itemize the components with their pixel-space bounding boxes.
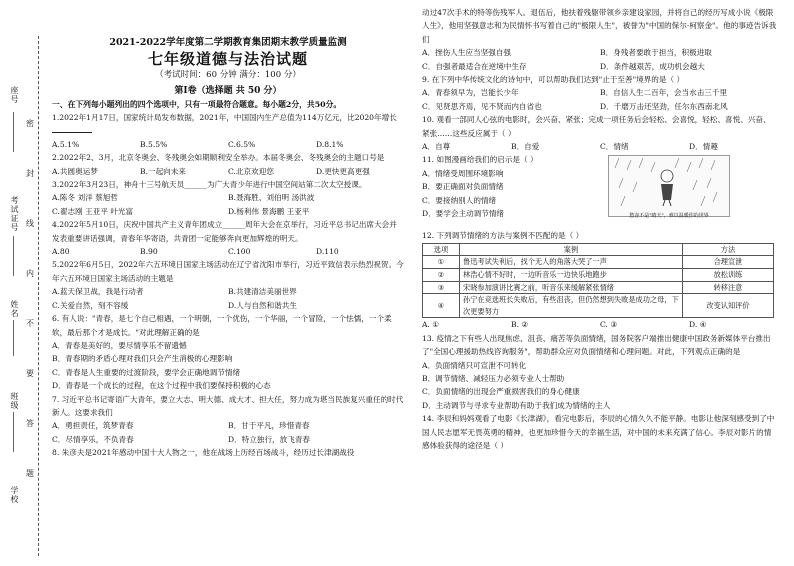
table-header: 选项 bbox=[423, 243, 460, 256]
question-stem: 8. 朱彦夫是2021年感动中国十大人物之一，他在战场上历经百场战斗，经历过长津湖战役 bbox=[52, 448, 355, 458]
option: D．主动调节与寻求专业帮助有助于我们成为情绪的主人 bbox=[422, 400, 611, 410]
question-4 bbox=[52, 218, 404, 258]
table-row bbox=[423, 269, 774, 282]
seal-mark: 密 bbox=[26, 119, 34, 128]
cartoon-caption: 愁容不是"晴天"，难以温暖你的世界 bbox=[629, 212, 709, 219]
table-cell: ③ bbox=[423, 281, 460, 294]
section-instruction: 一、在下列每小题列出的四个选项中，只有一项最符合题意。每小题2分，共50分。 bbox=[52, 100, 342, 109]
question-stem: 7. 习近平总书记寄语广大青年，要立大志、明大德、成大才、担大任，努力成为堪当民族复兴重任的时代新人。这要求我们 bbox=[52, 394, 404, 417]
option: A.陈冬 刘洋 蔡旭哲 bbox=[52, 193, 118, 203]
question-options bbox=[52, 165, 404, 178]
question-options bbox=[52, 339, 404, 393]
seal-mark: 内 bbox=[26, 269, 34, 278]
option: A．情绪受周围环境影响 bbox=[422, 168, 504, 178]
option: C.100 bbox=[228, 247, 251, 257]
question-1 bbox=[52, 111, 404, 151]
option: A．青春须早为，岂能长少年 bbox=[422, 88, 519, 98]
option: A．挫伤人生应当坚强自强 bbox=[422, 48, 512, 58]
question-stem: 9. 在下列中华传统文化的诗句中，可以帮助我们达到"止于至善"境界的是（ ） bbox=[422, 75, 685, 85]
question-options bbox=[422, 86, 778, 113]
question-stem: 2.2022年2、3月，北京冬奥会、冬残奥会如期顺利安全举办。本届冬奥会、冬残奥会的主题口号是 bbox=[52, 153, 385, 163]
exam-subject: 七年级道德与法治试题 bbox=[147, 50, 308, 68]
table-cell: 林浩心情不好时，一边听音乐一边快乐地跑步 bbox=[460, 269, 683, 282]
seal-mark: 答 bbox=[26, 419, 34, 428]
option: B.90 bbox=[140, 247, 158, 257]
table-row bbox=[423, 256, 774, 269]
option: D.110 bbox=[316, 247, 339, 257]
question-stem: 12. 下列调节情绪的方法与案例不匹配的是（ ） bbox=[422, 231, 584, 241]
question-8-continued: 动过47次手术的特等伤残军人。退伍后，他扶着残躯带领乡亲建设家园，并将自己的经历写成小说《极限人生》，他用坚强意志和为民情怀书写着自己的"极限人生"，被誉为"中国的保尔·柯察金"。他的事迹告诉我们 bbox=[422, 8, 777, 44]
option: B．身残者要敢于担当，积极进取 bbox=[600, 48, 712, 58]
option: A．青春是美好的，要尽情享乐不留遗憾 bbox=[52, 340, 187, 350]
exam-title: 2021-2022学年度第二学期教育集团期末教学质量监测 bbox=[109, 37, 347, 48]
option: A.80 bbox=[52, 247, 70, 257]
question-11 bbox=[422, 153, 778, 229]
table-cell: ② bbox=[423, 269, 460, 282]
option: B．甘于平凡，珍惜青春 bbox=[228, 421, 310, 431]
methods-table bbox=[422, 243, 774, 319]
option: B.聂海胜、刘伯明 汤洪波 bbox=[228, 193, 315, 203]
seal-mark: 要 bbox=[26, 369, 34, 378]
option: A.蓝天保卫战，我是行动者 bbox=[52, 287, 144, 297]
question-10 bbox=[422, 113, 778, 153]
option: B.一起向未来 bbox=[140, 166, 186, 176]
option: B．自爱 bbox=[511, 142, 540, 152]
table-cell: 转移注意 bbox=[683, 281, 774, 294]
left-column bbox=[52, 0, 404, 566]
binding-label-school: 学校 bbox=[10, 486, 19, 504]
binding-field bbox=[13, 236, 14, 276]
binding-field bbox=[13, 320, 14, 356]
question-list-left bbox=[52, 111, 404, 460]
table-cell: 宋晓参加演讲比赛之前，听音乐来缓解紧张情绪 bbox=[460, 281, 683, 294]
option: C．自强者最适合在逆境中生存 bbox=[422, 61, 527, 71]
question-stem: 6. 有人说："青春，是七个自己相遇，一个明朝，一个优伤，一个华丽，一个冒险，一个怯懦，一个柔软，最后那个才是成长。"对此理解正确的是 bbox=[52, 314, 392, 337]
option: C.北京欢迎您 bbox=[228, 166, 274, 176]
question-9 bbox=[422, 73, 778, 113]
table-header: 案例 bbox=[460, 243, 683, 256]
question-8 bbox=[52, 446, 404, 459]
question-options bbox=[52, 419, 404, 446]
binding-label-class: 班级 bbox=[10, 392, 19, 410]
question-options bbox=[52, 138, 404, 151]
question-stem: 4.2022年5月10日，庆祝中国共产主义青年团成立______周年大会在京举行，习近平总书记出席大会并发表重要讲话强调，青春年华寄语，共青团一定能够奔向更加辉煌的明天。 bbox=[52, 220, 397, 243]
table-cell: 鲁迅考试失利后，找个无人的角落大哭了一声 bbox=[460, 256, 683, 269]
question-list-right bbox=[422, 73, 778, 153]
question-13 bbox=[422, 332, 778, 412]
question-3 bbox=[52, 178, 404, 218]
option: B.共建清洁美丽世界 bbox=[228, 287, 297, 297]
option: C．情绪 bbox=[600, 142, 629, 152]
question-options bbox=[52, 285, 404, 312]
option: D．特立独行，放飞青春 bbox=[228, 434, 311, 444]
option: D.人与自然和谐共生 bbox=[228, 300, 297, 310]
question-5 bbox=[52, 258, 404, 312]
table-cell: 改变认知评价 bbox=[683, 294, 774, 318]
option: C．青春是人生重要的过渡阶段，要学会正确地调节情绪 bbox=[52, 367, 241, 377]
question-7 bbox=[52, 393, 404, 447]
binding-label-name: 姓名 bbox=[10, 300, 19, 318]
binding-strip bbox=[0, 0, 44, 566]
table-row bbox=[423, 294, 774, 318]
option: C．见贤思齐焉，见不贤而内自省也 bbox=[422, 101, 542, 111]
option: B.5.5% bbox=[140, 139, 168, 149]
option: D．条件越艰苦，成功机会越大 bbox=[600, 61, 705, 71]
option: C. ③ bbox=[600, 320, 618, 330]
methods-table-body bbox=[423, 256, 774, 318]
rain-cartoon-image bbox=[609, 156, 729, 208]
table-header: 方法 bbox=[683, 243, 774, 256]
option: C．尽情享乐，不负青春 bbox=[52, 434, 134, 444]
option: D.更快更高更强 bbox=[316, 166, 370, 176]
option: B．自信人生二百年，会当水击三千里 bbox=[600, 88, 728, 98]
seal-line bbox=[38, 36, 39, 556]
option: C．要接纳别人的情绪 bbox=[422, 195, 497, 205]
table-header-row bbox=[423, 243, 774, 256]
volume-heading: 第Ⅰ卷（选择题 共 50 分） bbox=[174, 86, 282, 96]
option: A．负面情绪只可宣泄不可转化 bbox=[422, 360, 527, 370]
option: C.关爱自然，刻不容缓 bbox=[52, 300, 129, 310]
table-cell: 放松训练 bbox=[683, 269, 774, 282]
answer-blank bbox=[52, 124, 92, 133]
question-14 bbox=[422, 412, 778, 452]
binding-field bbox=[13, 412, 14, 452]
table-cell: ④ bbox=[423, 294, 460, 318]
option: B．要正确面对负面情绪 bbox=[422, 182, 504, 192]
question-stem: 13. 疫情之下有些人出现焦虑、沮丧、痛苦等负面情绪，国务院客户端推出健康中国政务新媒体平台推出了"全国心理援助热线咨询服务"，帮助群众应对负面情绪和心理问题。对此，下列观点正确的是 bbox=[422, 333, 771, 357]
binding-label-id: 考试证号 bbox=[10, 196, 19, 232]
option: B．调节情绪、减轻压力必须专业人士帮助 bbox=[422, 374, 565, 384]
option: D．千磨万击还坚劲，任尔东西南北风 bbox=[600, 101, 728, 111]
table-cell: ① bbox=[423, 256, 460, 269]
question-stem: 11. 如图漫画给我们的启示是（ ） bbox=[422, 155, 538, 165]
question-stem: 5.2022年6月5日，2022年六五环境日国家主场活动在辽宁省沈阳市举行，习近平致信表示热烈祝贺。今年六五环境日国家主场活动的主题是 bbox=[52, 260, 404, 283]
option: D. ④ bbox=[689, 320, 707, 330]
question-12-options bbox=[422, 318, 778, 331]
question-6 bbox=[52, 312, 404, 392]
option: D．要学会主动调节情绪 bbox=[422, 209, 505, 219]
binding-label-seat: 座号 bbox=[10, 86, 19, 104]
seal-mark: 不 bbox=[26, 319, 34, 328]
option: A．勇担责任，筑梦青春 bbox=[52, 421, 134, 431]
question-2 bbox=[52, 151, 404, 178]
question-options bbox=[52, 191, 404, 218]
option: D.8.1% bbox=[316, 139, 344, 149]
option: A.5.1% bbox=[52, 139, 80, 149]
seal-mark: 题 bbox=[26, 469, 34, 478]
question-stem: 10. 观看一部同人心弦的电影时，会兴奋、紧张；完成一项任务后会轻松、会喜悦，轻松、喜悦、兴奋、紧张……这些反应属于（ ） bbox=[422, 115, 771, 138]
option: A. ① bbox=[422, 320, 440, 330]
table-cell: 合理宣泄 bbox=[683, 256, 774, 269]
option: A．自尊 bbox=[422, 142, 451, 152]
question-options bbox=[52, 245, 404, 258]
seal-mark: 封 bbox=[26, 169, 34, 178]
question-options bbox=[422, 140, 778, 153]
question-12 bbox=[422, 229, 778, 331]
question-stem: 3.2022年3月23日，神舟十三号航天员______为广大青少年进行中国空间站第二次太空授课。 bbox=[52, 180, 367, 190]
option: C.6.5% bbox=[228, 139, 256, 149]
option: A.共圆奥运梦 bbox=[52, 166, 98, 176]
question-stem: 14. 李辰和妈妈观看了电影《长津湖》，看完电影后，李辰的心情久久不能平静。电影让他深刻感受到了中国人民志愿军无畏英勇的精神，也更加珍惜今天的幸福生活，对中国的未来充满了信心。李辰对影片的情感体验获得的途径是（ ） bbox=[422, 414, 775, 451]
option: C．负面情绪的出现会严重损害我们的身心健康 bbox=[422, 387, 580, 397]
option: B. ② bbox=[511, 320, 529, 330]
option: D．情趣 bbox=[689, 142, 718, 152]
seal-mark: 线 bbox=[26, 219, 34, 228]
binding-field bbox=[13, 112, 14, 152]
option: D.杨利伟 景海鹏 王亚平 bbox=[228, 206, 310, 216]
cartoon-figure bbox=[608, 155, 730, 217]
option: D．青春是一个成长的过程，在这个过程中我们要保持积极的心态 bbox=[52, 381, 271, 391]
table-cell: 孙宁在竞选班长失败后，有些沮丧，但仍然想到失败是成功之母，下次更要努力 bbox=[460, 294, 683, 318]
table-row bbox=[423, 281, 774, 294]
right-column bbox=[422, 0, 778, 566]
question-8-options bbox=[422, 46, 778, 73]
option: C.翟志刚 王亚平 叶光富 bbox=[52, 206, 134, 216]
question-stem: 1.2022年1月17日，国家统计局发布数据，2021年，中国国内生产总值为114万亿元，比2020年增长 bbox=[52, 113, 397, 122]
option: B．青春期的矛盾心理对我们只会产生消极的心理影响 bbox=[52, 354, 233, 364]
exam-meta: （考试时间：60 分钟 满分：100 分） bbox=[155, 70, 301, 80]
